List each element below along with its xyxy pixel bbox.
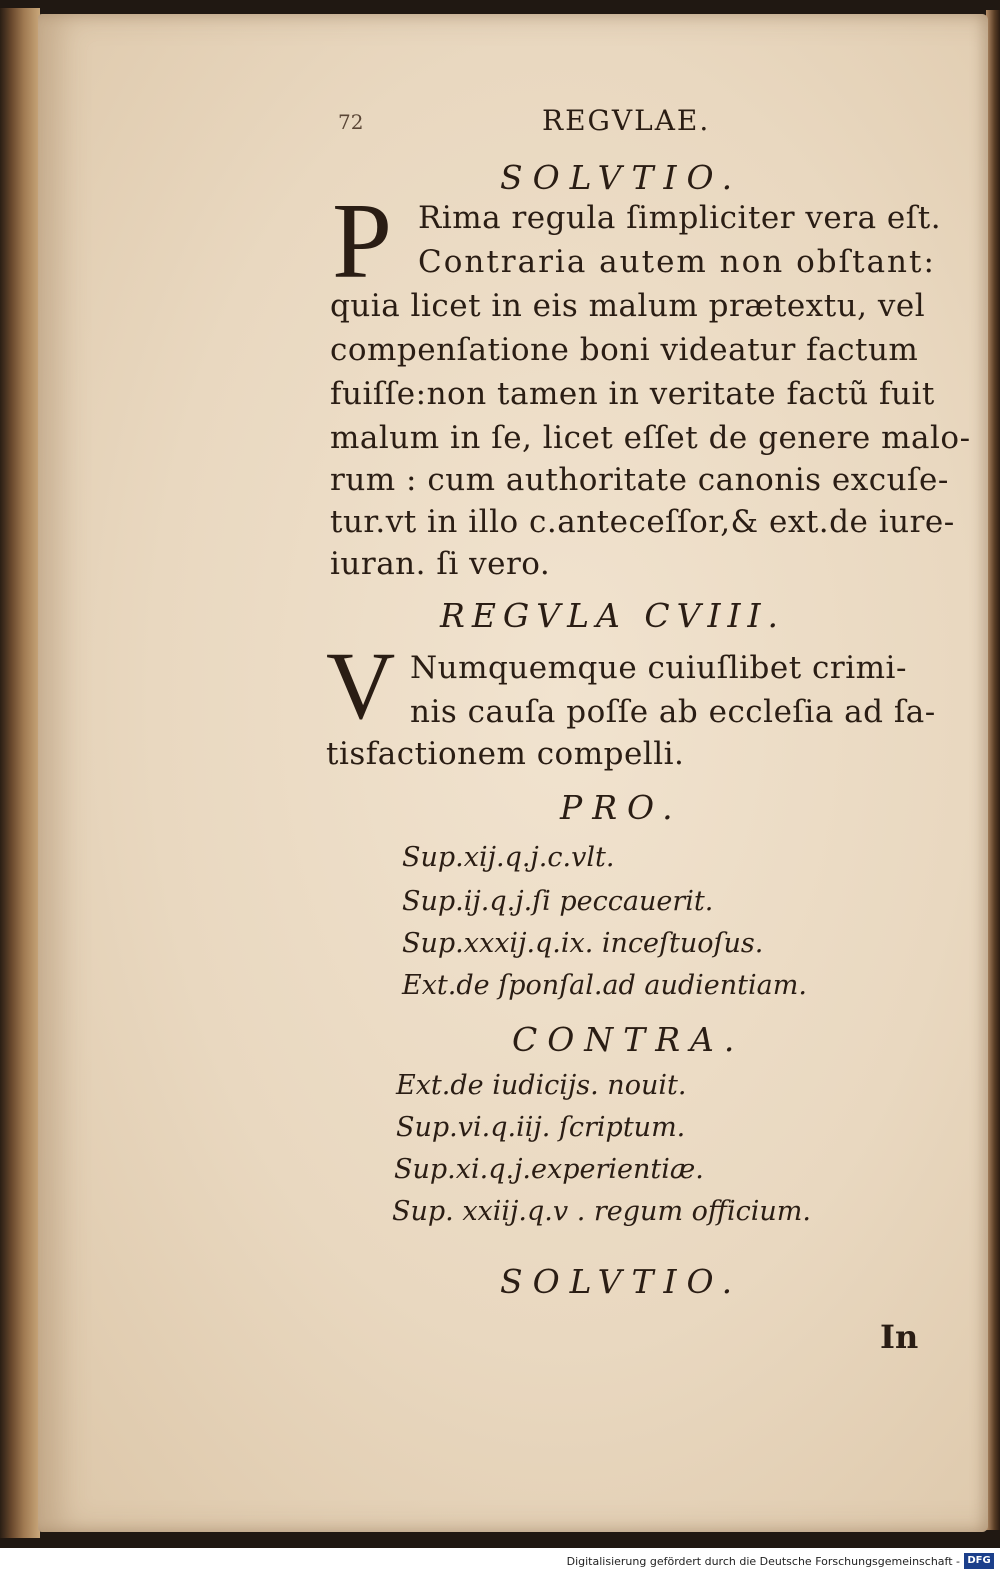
reference-line: Sup.xij.q.j.c.vlt.: [402, 842, 615, 873]
text-line: malum in ſe, licet eſſet de genere malo-: [330, 420, 971, 456]
catchword: In: [880, 1318, 919, 1356]
contra-heading: CONTRA.: [512, 1020, 745, 1059]
solutio-heading: SOLVTIO.: [500, 158, 743, 197]
text-line: rum : cum authoritate canonis excuſe-: [330, 462, 949, 498]
regula-heading: REGVLA CVIII.: [440, 596, 786, 635]
solutio-heading-2: SOLVTIO.: [500, 1262, 743, 1301]
reference-line: Sup.vi.q.iij. ſcriptum.: [396, 1112, 686, 1143]
reference-line: Sup.xxxij.q.ix. inceſtuoſus.: [402, 928, 764, 959]
text-line: Rima regula ſimpliciter vera eſt.: [418, 200, 942, 236]
page-number: 72: [338, 110, 364, 134]
text-line: tur.vt in illo c.anteceſſor,& ext.de iure-: [330, 504, 955, 540]
funding-notice: Digitalisierung gefördert durch die Deutsche Forschungsgemeinschaft -: [566, 1555, 960, 1568]
text-line: Numquemque cuiuſlibet crimi-: [410, 650, 907, 686]
reference-line: Sup.ij.q.j.ſi peccauerit.: [402, 886, 714, 917]
dropcap-v: V: [326, 632, 396, 739]
dfg-logo: DFG: [964, 1553, 994, 1569]
book-page: [38, 14, 988, 1532]
reference-line: Sup.xi.q.j.experientiæ.: [394, 1154, 704, 1185]
footer-bar: [0, 1548, 1000, 1574]
text-line: Contraria autem non obſtant:: [418, 244, 936, 280]
running-head: REGVLAE.: [542, 104, 711, 137]
book-gutter-edge: [986, 10, 1000, 1530]
reference-line: Ext.de iudicijs. nouit.: [396, 1070, 687, 1101]
reference-line: Sup. xxiij.q.v . regum officium.: [392, 1196, 811, 1227]
pro-heading: PRO.: [560, 788, 683, 827]
text-line: iuran. ſi vero.: [330, 546, 551, 582]
text-line: compenſatione boni videatur factum: [330, 332, 919, 368]
text-line: tisfactionem compelli.: [326, 736, 685, 772]
text-line: fuiſſe:non tamen in veritate factũ fuit: [330, 376, 935, 412]
reference-line: Ext.de ſponſal.ad audientiam.: [402, 970, 807, 1001]
dropcap-p: P: [332, 182, 393, 301]
text-line: quia licet in eis malum prætextu, vel: [330, 288, 926, 324]
text-line: nis cauſa poſſe ab eccleſia ad ſa-: [410, 694, 936, 730]
book-fore-edge: [0, 8, 40, 1538]
